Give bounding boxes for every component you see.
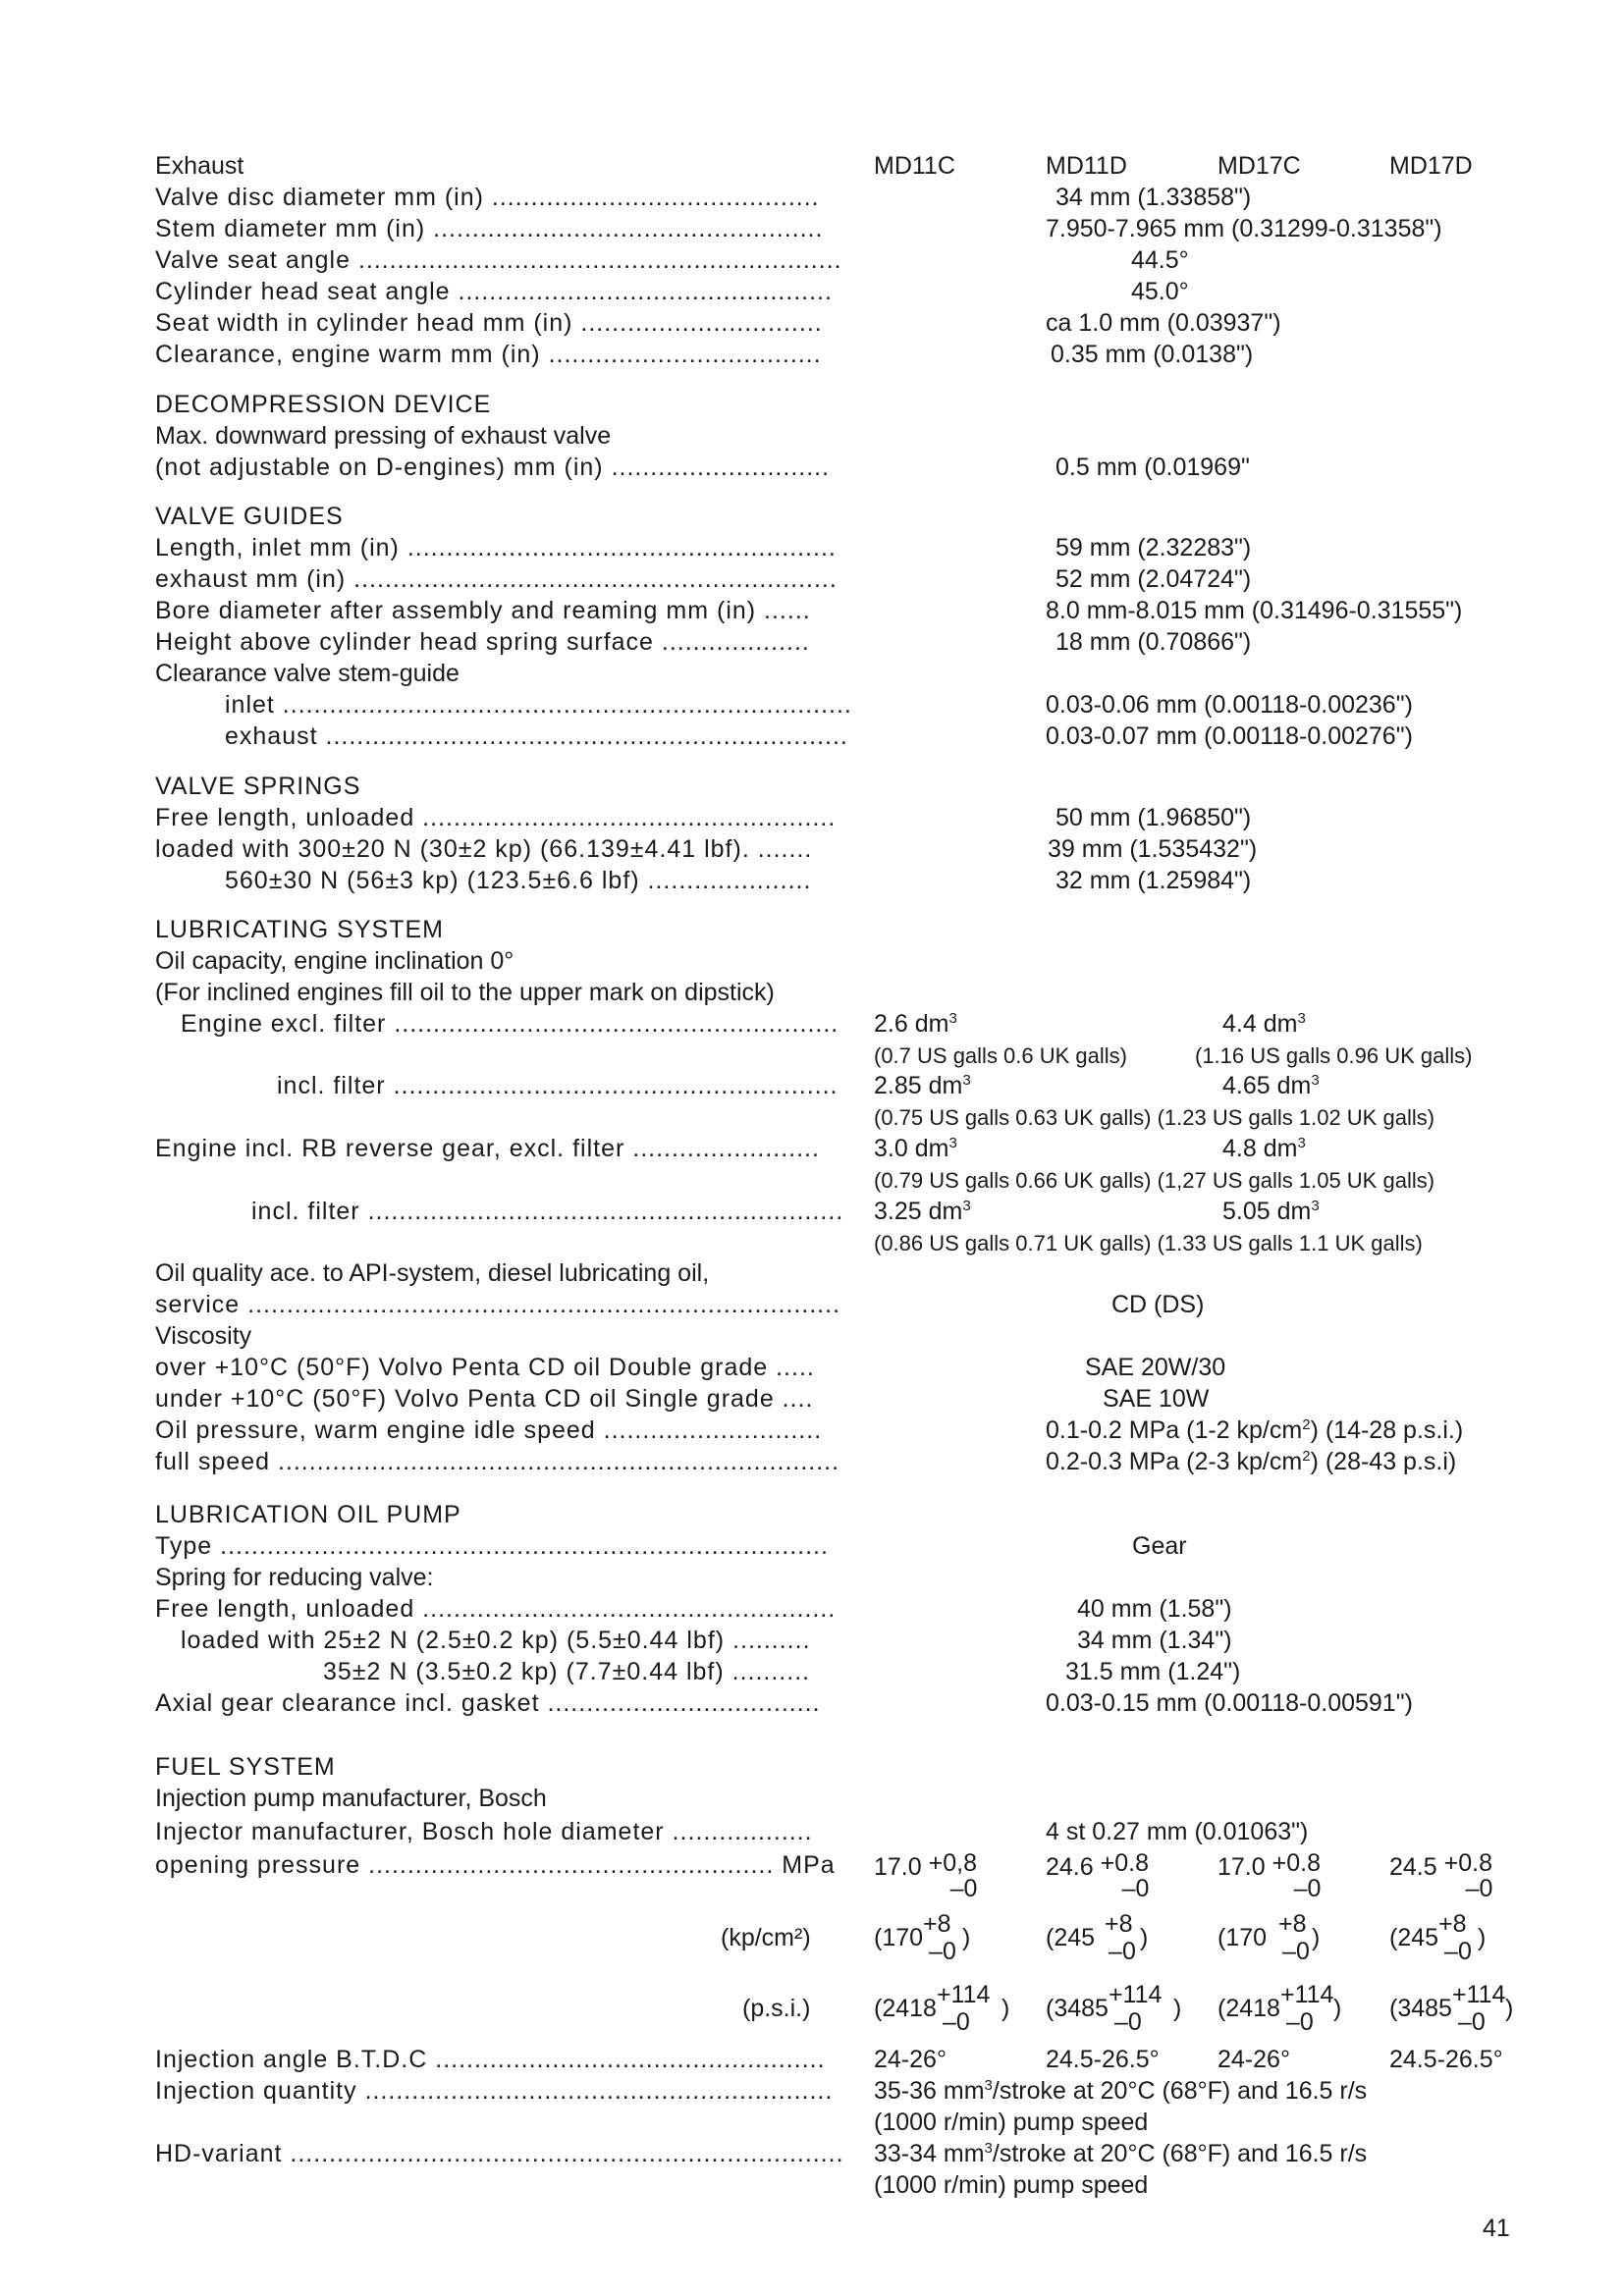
page-number: 41 [1483,2215,1510,2242]
spec-value: 4.4 $dm^3$ [1222,1010,1306,1038]
spec-label: 560±30 N (56±3 kp) (123.5±6.6 lbf) ..................... [225,867,812,894]
spec-label: full speed ........................................................................ [155,1448,840,1475]
spec-text: Clearance valve stem-guide [155,660,460,687]
spec-value: 24-26° [1217,2046,1290,2073]
tolerance-value-md11c: (2418 +114 –0 ) [874,1981,1010,2036]
spec-value: 32 mm (1.25984") [1055,867,1252,894]
tolerance-value-md11d: (245 +8 –0 ) [1046,1910,1149,1965]
spec-label: Oil pressure, warm engine idle speed ............................ [155,1416,823,1444]
spec-value: 33-34 $mm^3$/stroke at 20°C (68°F) and 16.5 r/s [874,2140,1368,2167]
spec-value: 4.8 $dm^3$ [1222,1135,1306,1162]
spec-label: Stem diameter mm (in) .................................................. [155,215,824,242]
spec-value: 44.5° [1131,246,1189,274]
spec-label: Injector manufacturer, Bosch hole diameter .................. [155,1818,813,1845]
spec-value: 34 mm (1.34") [1077,1627,1232,1654]
spec-value: 0.03-0.06 mm (0.00118-0.00236") [1046,691,1413,719]
spec-label: Length, inlet mm (in) ....................................................... [155,534,837,561]
spec-value: ca 1.0 mm (0.03937") [1046,309,1281,337]
spec-value: (1000 r/min) pump speed [874,2109,1149,2136]
spec-text: Viscosity [155,1322,252,1350]
spec-value: 45.0° [1131,278,1189,305]
spec-value: 2.85 $dm^3$ [874,1072,971,1099]
tolerance-value-md11c: 17.0 +0,8 –0 [874,1849,978,1902]
spec-value: 24-26° [874,2046,947,2073]
spec-label: incl. filter ......................................................... [277,1072,839,1099]
spec-value: 7.950-7.965 mm (0.31299-0.31358") [1046,215,1442,242]
spec-label: Free length, unloaded ..................................................... [155,804,837,831]
tolerance-value-md11d: 24.6 +0.8 –0 [1046,1849,1150,1902]
tolerance-value-md11c: (170 +8 –0 ) [874,1910,971,1965]
section-heading: FUEL SYSTEM [155,1753,336,1781]
spec-label: opening pressure .................................................... MPa [155,1851,836,1879]
spec-label: Bore diameter after assembly and reaming mm (in) ...... [155,597,811,624]
spec-value: 18 mm (0.70866") [1055,628,1252,656]
spec-label: service ............................................................................ [155,1291,841,1318]
spec-label: Free length, unloaded ..................................................... [155,1595,837,1623]
unit-label: (kp/cm²) [721,1924,811,1951]
tolerance-value-md17c: (170 +8 –0 ) [1217,1910,1321,1965]
unit-label: (p.s.i.) [742,1995,811,2022]
spec-label: incl. filter ............................................................. [251,1198,844,1225]
spec-text: Spring for reducing valve: [155,1564,434,1591]
spec-value: 24.5-26.5° [1046,2046,1160,2073]
spec-value: SAE 20W/30 [1085,1354,1226,1381]
spec-value: 34 mm (1.33858") [1055,184,1252,211]
spec-value: 40 mm (1.58") [1077,1595,1232,1623]
spec-label: loaded with 25±2 N (2.5±0.2 kp) (5.5±0.44 lbf) .......... [181,1627,811,1654]
spec-text: Max. downward pressing of exhaust valve [155,422,612,450]
spec-label: Injection quantity ............................................................ [155,2077,834,2105]
tolerance-value-md17d: (3485 +114 –0 ) [1389,1981,1514,2036]
spec-label: Type .............................................................................. [155,1532,829,1560]
model-header-md17d: MD17D [1389,152,1473,180]
spec-value: CD (DS) [1111,1291,1205,1318]
spec-value: 4 st 0.27 mm (0.01063") [1046,1818,1309,1845]
spec-label: exhaust ................................................................... [225,722,848,750]
spec-value: 0.03-0.07 mm (0.00118-0.00276") [1046,722,1413,750]
spec-value: 0.2-0.3 MPa (2-3 $kp/cm^2$) (28-43 p.s.i) [1046,1448,1457,1475]
spec-value: 0.1-0.2 MPa (1-2 $kp/cm^2$) (14-28 p.s.i.) [1046,1416,1464,1444]
spec-value: 59 mm (2.32283") [1055,534,1252,561]
spec-value: 3.0 $dm^3$ [874,1135,957,1162]
section-heading: LUBRICATION OIL PUMP [155,1501,461,1528]
tolerance-value-md17d: 24.5 +0.8 –0 [1389,1849,1493,1902]
spec-text: Oil quality ace. to API-system, diesel lubricating oil, [155,1259,710,1287]
spec-label: under +10°C (50°F) Volvo Penta CD oil Single grade .... [155,1385,814,1413]
spec-text: Oil capacity, engine inclination 0° [155,947,514,975]
spec-value: 8.0 mm-8.015 mm (0.31496-0.31555") [1046,597,1463,624]
spec-value: 35-36 $mm^3$/stroke at 20°C (68°F) and 16.5 r/s [874,2077,1368,2105]
section-heading: VALVE GUIDES [155,503,344,530]
spec-value: 2.6 $dm^3$ [874,1010,957,1038]
spec-label: (not adjustable on D-engines) mm (in) ............................ [155,454,831,481]
spec-value: 31.5 mm (1.24") [1065,1658,1241,1685]
section-heading: LUBRICATING SYSTEM [155,916,444,943]
spec-label: Engine incl. RB reverse gear, excl. filter ........................ [155,1135,820,1162]
spec-value: 4.65 $dm^3$ [1222,1072,1320,1099]
spec-value: (1000 r/min) pump speed [874,2171,1149,2199]
spec-subvalue: (1.16 US galls 0.96 UK galls) [1195,1043,1473,1068]
spec-label: Cylinder head seat angle ................................................ [155,278,833,305]
spec-label: HD-variant ....................................................................... [155,2140,844,2167]
spec-label: Clearance, engine warm mm (in) ................................... [155,341,822,368]
spec-value: 52 mm (2.04724") [1055,565,1252,593]
spec-value: 0.03-0.15 mm (0.00118-0.00591") [1046,1689,1413,1717]
spec-text: Injection pump manufacturer, Bosch [155,1785,547,1812]
spec-label: Injection angle B.T.D.C .................................................. [155,2046,826,2073]
spec-text: (For inclined engines fill oil to the upper mark on dipstick) [155,979,775,1006]
spec-value: 0.5 mm (0.01969" [1055,454,1250,481]
model-header-md17c: MD17C [1217,152,1301,180]
spec-value: 5.05 $dm^3$ [1222,1198,1320,1225]
tolerance-value-md17c: (2418 +114 –0 ) [1217,1981,1342,2036]
spec-label: 35±2 N (3.5±0.2 kp) (7.7±0.44 lbf) .......... [323,1658,811,1685]
model-header-md11d: MD11D [1046,152,1127,180]
spec-value: Gear [1132,1532,1187,1560]
spec-value: 39 mm (1.535432") [1048,835,1258,863]
spec-value: 50 mm (1.96850") [1055,804,1252,831]
spec-label: over +10°C (50°F) Volvo Penta CD oil Double grade ..... [155,1354,815,1381]
spec-subvalue: (0.7 US galls 0.6 UK galls) [874,1043,1127,1068]
spec-label: Engine excl. filter ......................................................... [181,1010,839,1038]
spec-label: Axial gear clearance incl. gasket ................................... [155,1689,821,1717]
section-title-exhaust: Exhaust [155,152,244,180]
spec-label: Seat width in cylinder head mm (in) ............................... [155,309,823,337]
spec-label: Valve disc diameter mm (in) .......................................... [155,184,820,211]
spec-value: SAE 10W [1103,1385,1210,1413]
spec-subvalue: (0.75 US galls 0.63 UK galls) (1.23 US galls 1.02 UK galls) [874,1105,1435,1130]
spec-value: 24.5-26.5° [1389,2046,1503,2073]
spec-label: exhaust mm (in) .............................................................. [155,565,838,593]
spec-subvalue: (0.86 US galls 0.71 UK galls) (1.33 US galls 1.1 UK galls) [874,1231,1423,1255]
tolerance-value-md17d: (245 +8 –0 ) [1389,1910,1487,1965]
tolerance-value-md11d: (3485 +114 –0 ) [1046,1981,1182,2036]
spec-label: inlet ......................................................................... [225,691,852,719]
section-heading: VALVE SPRINGS [155,773,361,800]
model-header-md11c: MD11C [874,152,955,180]
spec-label: loaded with 300±20 N (30±2 kp) (66.139±4.41 lbf). ....... [155,835,813,863]
tolerance-value-md17c: 17.0 +0.8 –0 [1217,1849,1322,1902]
spec-label: Valve seat angle .............................................................. [155,246,842,274]
spec-value: 3.25 $dm^3$ [874,1198,971,1225]
spec-label: Height above cylinder head spring surface ................... [155,628,810,656]
spec-value: 0.35 mm (0.0138") [1051,341,1254,368]
spec-subvalue: (0.79 US galls 0.66 UK galls) (1,27 US galls 1.05 UK galls) [874,1168,1435,1193]
section-heading: DECOMPRESSION DEVICE [155,391,492,418]
